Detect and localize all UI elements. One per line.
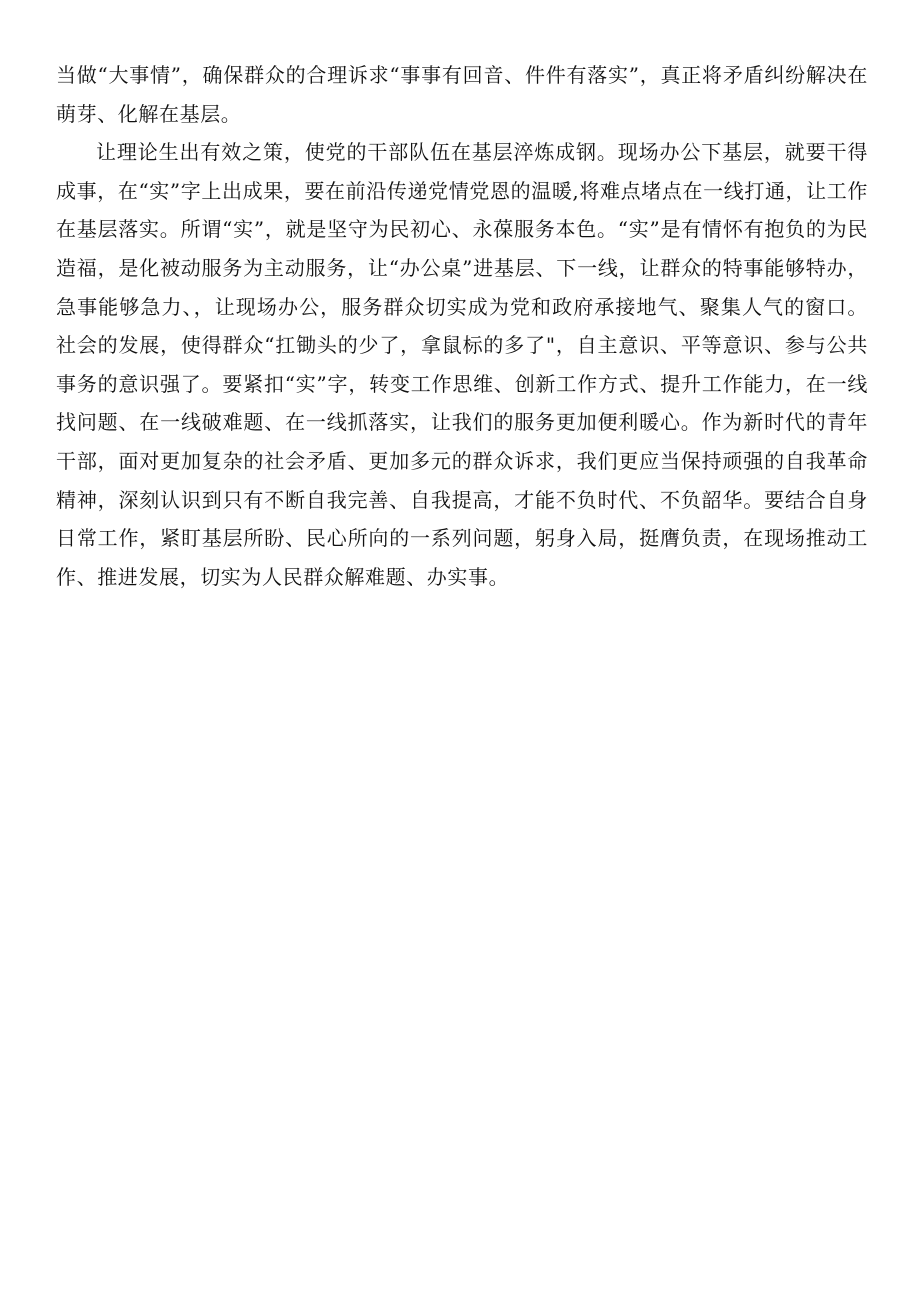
document-body xyxy=(56,56,868,596)
paragraph-continuation: 当做“大事情”，确保群众的合理诉求“事事有回音、件件有落实”，真正将矛盾纠纷解决在萌芽、化解在基层。 xyxy=(56,63,868,126)
paragraph-main: 让理论生出有效之策，使党的干部队伍在基层淬炼成钢。现场办公下基层，就要干得成事，在“实”字上出成果，要在前沿传递党情党恩的温暖,将难点堵点在一线打通，让工作在基层落实。所谓“实”，就是坚守为民初心、永葆服务本色。“实”是有情怀有抱负的为民造福，是化被动服务为主动服务，让“办公桌”进基层、下一线，让群众的特事能够特办，急事能够急力、，让现场办公，服务群众切实成为党和政府承接地气、聚集人气的窗口。社会的发展，使得群众“扛锄头的少了，拿鼠标的多了"，自主意识、平等意识、参与公共事务的意识强了。要紧扣“实”字，转变工作思维、创新工作方式、提升工作能力，在一线找问题、在一线破难题、在一线抓落实，让我们的服务更加便利暖心。作为新时代的青年干部，面对更加复杂的社会矛盾、更加多元的群众诉求，我们更应当保持顽强的自我革命精神，深刻认识到只有不断自我完善、自我提高，才能不负时代、不负韶华。要结合自身日常工作，紧盯基层所盼、民心所向的一系列问题，躬身入局，挺膺负责，在现场推动工作、推进发展，切实为人民群众解难题、办实事。 xyxy=(56,140,868,589)
